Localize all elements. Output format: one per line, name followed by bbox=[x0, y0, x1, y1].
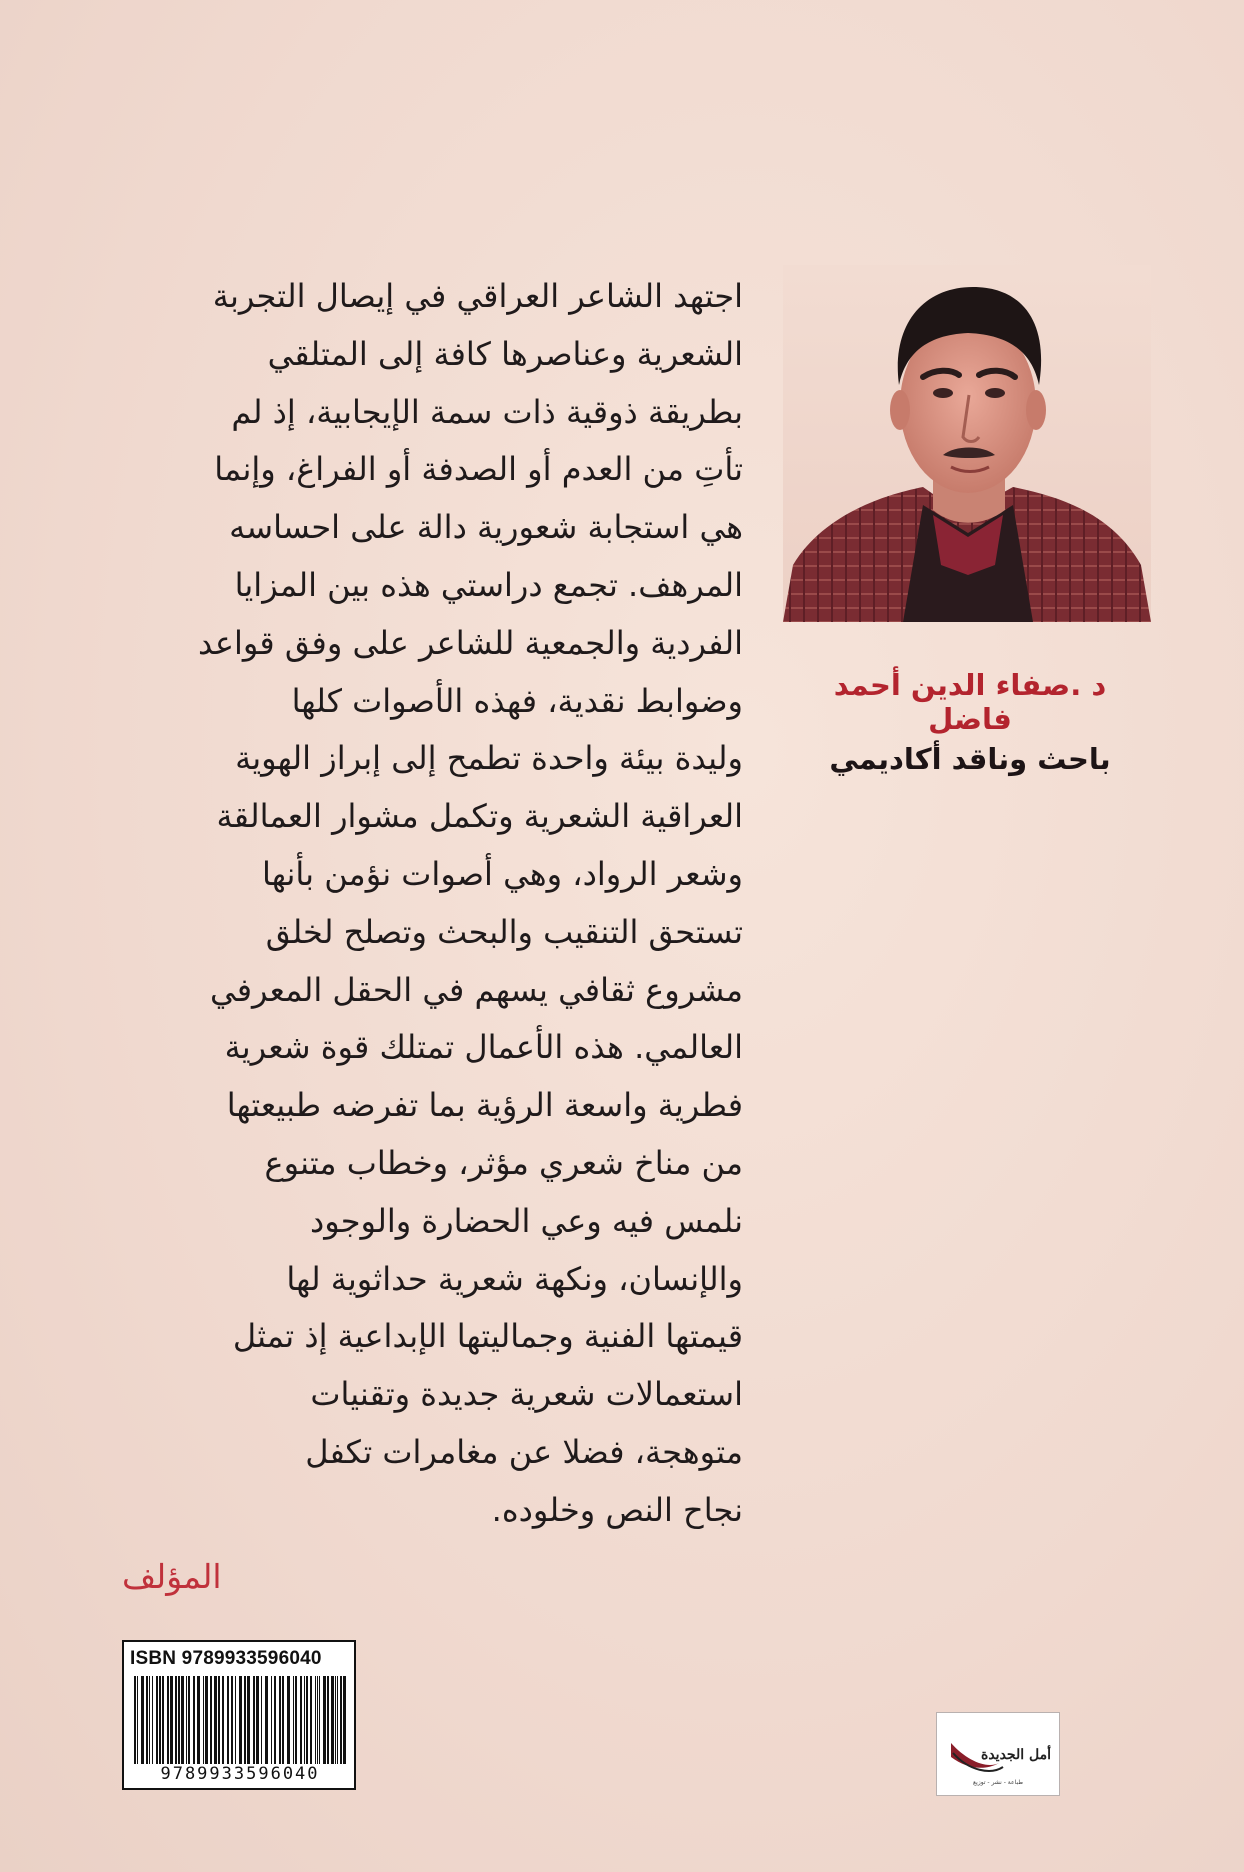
barcode-bar bbox=[331, 1676, 334, 1764]
barcode-bar bbox=[247, 1676, 250, 1764]
barcode-bar bbox=[141, 1676, 144, 1764]
barcode-bar bbox=[186, 1676, 187, 1764]
barcode-bar bbox=[137, 1676, 138, 1764]
blurb-line: قيمتها الفنية وجماليتها الإبداعية إذ تمثل bbox=[232, 1317, 743, 1356]
barcode-bar bbox=[134, 1676, 136, 1764]
barcode-bar bbox=[306, 1676, 308, 1764]
blurb-line: فطرية واسعة الرؤية بما تفرضه طبيعتها bbox=[226, 1086, 743, 1125]
barcode-bar bbox=[193, 1676, 195, 1764]
barcode-bar bbox=[162, 1676, 164, 1764]
barcode-bar bbox=[203, 1676, 204, 1764]
blurb-line: تستحق التنقيب والبحث وتصلح لخلق bbox=[265, 912, 743, 951]
blurb-line: نلمس فيه وعي الحضارة والوجود bbox=[309, 1201, 743, 1240]
author-name: د .صفاء الدين أحمد فاضل bbox=[833, 668, 1107, 736]
barcode-bar bbox=[227, 1676, 229, 1764]
barcode-bar bbox=[210, 1676, 212, 1764]
blurb-line: بطريقة ذوقية ذات سمة الإيجابية، إذ لم bbox=[231, 392, 743, 431]
isbn-digits: 9789933596040 bbox=[130, 1764, 350, 1784]
barcode-bar bbox=[337, 1676, 338, 1764]
barcode-bar bbox=[222, 1676, 224, 1764]
barcode-bars bbox=[132, 1676, 350, 1764]
barcode-bar bbox=[175, 1676, 177, 1764]
publisher-logo bbox=[936, 1712, 1060, 1796]
blurb-line: هي استجابة شعورية دالة على احساسه bbox=[229, 508, 743, 547]
barcode-bar bbox=[181, 1676, 184, 1764]
blurb-line: وشعر الرواد، وهي أصوات نؤمن بأنها bbox=[261, 854, 743, 893]
blurb-line: من مناخ شعري مؤثر، وخطاب متنوع bbox=[264, 1143, 743, 1182]
barcode-bar bbox=[188, 1676, 190, 1764]
author-title: باحث وناقد أكاديمي bbox=[829, 742, 1111, 776]
barcode-bar bbox=[279, 1676, 281, 1764]
barcode-bar bbox=[304, 1676, 305, 1764]
barcode-bar bbox=[159, 1676, 161, 1764]
blurb-line: المرهف. تجمع دراستي هذه بين المزايا bbox=[234, 565, 743, 604]
barcode-bar bbox=[244, 1676, 246, 1764]
barcode-bar bbox=[239, 1676, 242, 1764]
barcode-bar bbox=[271, 1676, 272, 1764]
barcode-bar bbox=[335, 1676, 336, 1764]
blurb-line: العالمي. هذه الأعمال تمتلك قوة شعرية bbox=[224, 1028, 743, 1067]
isbn-barcode bbox=[122, 1640, 356, 1790]
barcode-bar bbox=[214, 1676, 217, 1764]
barcode-bar bbox=[295, 1676, 297, 1764]
barcode-bar bbox=[235, 1676, 236, 1764]
barcode-bar bbox=[231, 1676, 233, 1764]
barcode-bar bbox=[152, 1676, 153, 1764]
blurb-line: نجاح النص وخلوده. bbox=[491, 1490, 743, 1529]
blurb-line: العراقية الشعرية وتكمل مشوار العمالقة bbox=[216, 797, 743, 836]
barcode-bar bbox=[340, 1676, 342, 1764]
barcode-bar bbox=[300, 1676, 302, 1764]
blurb-line: اجتهد الشاعر العراقي في إيصال التجربة bbox=[212, 277, 743, 315]
barcode-bar bbox=[205, 1676, 208, 1764]
publisher-tagline: طباعة - نشر - توزيع bbox=[972, 1779, 1024, 1786]
barcode-bar bbox=[167, 1676, 169, 1764]
blurb-line: الفردية والجمعية للشاعر على وفق قواعد bbox=[198, 623, 743, 662]
barcode-bar bbox=[149, 1676, 150, 1764]
barcode-bar bbox=[317, 1676, 318, 1764]
author-photo-illustration bbox=[783, 265, 1151, 622]
barcode-bar bbox=[293, 1676, 294, 1764]
blurb-line: الشعرية وعناصرها كافة إلى المتلقي bbox=[267, 334, 743, 373]
barcode-bar bbox=[261, 1676, 262, 1764]
isbn-label: ISBN 9789933596040 bbox=[130, 1648, 322, 1669]
publisher-name: أمل الجديدة bbox=[981, 1747, 1051, 1763]
barcode-bar bbox=[265, 1676, 268, 1764]
barcode-bar bbox=[197, 1676, 200, 1764]
barcode-bar bbox=[146, 1676, 148, 1764]
barcode-bar bbox=[310, 1676, 312, 1764]
barcode-bar bbox=[170, 1676, 173, 1764]
blurb-line: والإنسان، ونكهة شعرية حداثوية لها bbox=[286, 1259, 743, 1298]
blurb-line: متوهجة، فضلا عن مغامرات تكفل bbox=[305, 1432, 743, 1471]
barcode-bar bbox=[274, 1676, 276, 1764]
barcode-bar bbox=[319, 1676, 320, 1764]
barcode-bar bbox=[156, 1676, 158, 1764]
barcode-bar bbox=[178, 1676, 180, 1764]
author-portrait bbox=[783, 265, 1151, 622]
barcode-bar bbox=[253, 1676, 255, 1764]
blurb-line: وليدة بيئة واحدة تطمح إلى إبراز الهوية bbox=[235, 739, 743, 778]
barcode-bar bbox=[287, 1676, 290, 1764]
barcode-bar bbox=[282, 1676, 284, 1764]
barcode-bar bbox=[343, 1676, 346, 1764]
barcode-bar bbox=[323, 1676, 326, 1764]
barcode-bar bbox=[327, 1676, 329, 1764]
blurb-line: استعمالات شعرية جديدة وتقنيات bbox=[310, 1375, 743, 1414]
blurb-line: مشروع ثقافي يسهم في الحقل المعرفي bbox=[210, 970, 743, 1009]
barcode-bar bbox=[256, 1676, 259, 1764]
blurb-line: تأتِ من العدم أو الصدفة أو الفراغ، وإنما bbox=[214, 450, 743, 489]
barcode-bar bbox=[315, 1676, 316, 1764]
barcode-bar bbox=[218, 1676, 220, 1764]
author-signature-label: المؤلف bbox=[122, 1557, 222, 1596]
blurb-text bbox=[118, 268, 743, 1540]
blurb-line: وضوابط نقدية، فهذه الأصوات كلها bbox=[291, 681, 743, 720]
